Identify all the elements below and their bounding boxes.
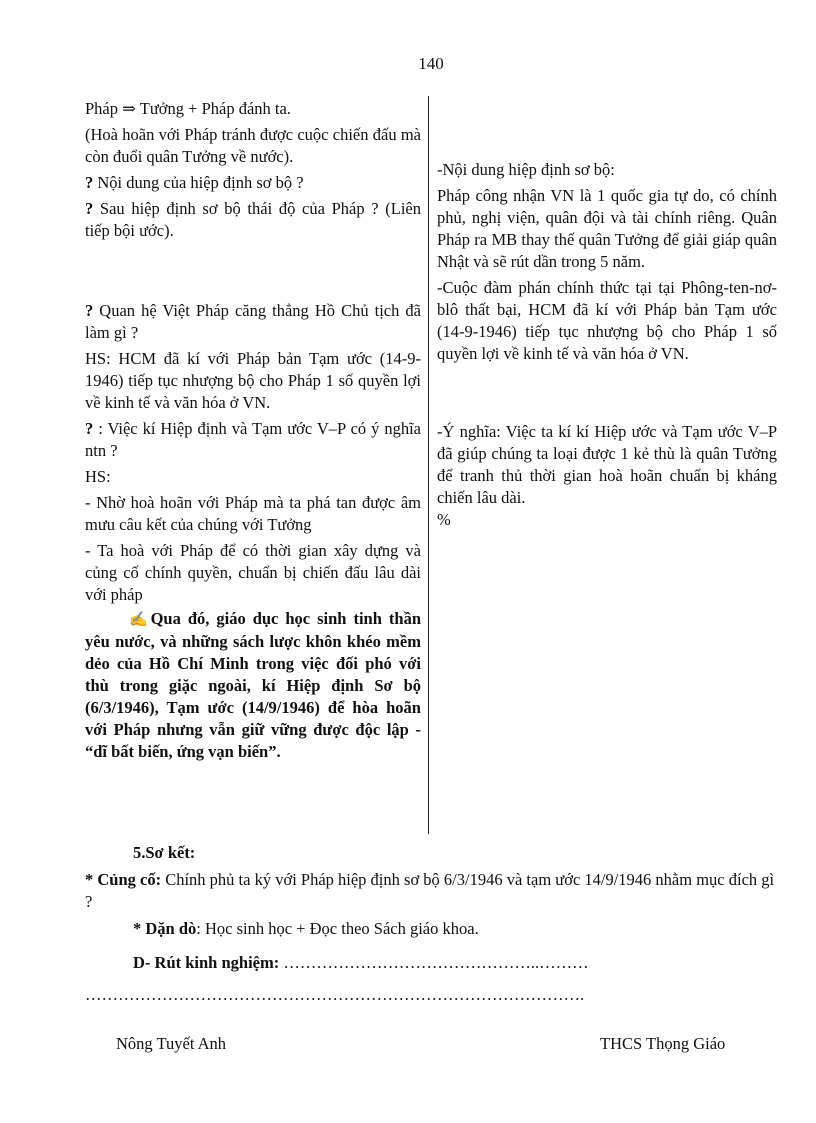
author-name: Nông Tuyết Anh [116, 1034, 227, 1053]
question: ? : Việc kí Hiệp định và Tạm ước V–P có ý nghĩa ntn ? [85, 419, 421, 460]
question-mark: ? [85, 301, 94, 320]
right-text: -Ý nghĩa: Việc ta kí kí Hiệp ước và Tạm ước V–P đã giúp chúng ta loại được 1 kẻ thù là quân Tưởng để tranh thủ thời gian hoà hoãn chuẩn bị kháng chiến lâu dài. [437, 422, 777, 507]
rut-kinh-nghiem [133, 952, 816, 974]
dando-text: : Học sinh học + Đọc theo Sách giáo khoa. [196, 919, 479, 938]
dando-paragraph [133, 918, 816, 940]
right-heading: -Nội dung hiệp định sơ bộ: [437, 160, 615, 179]
cungco-text: Chính phủ ta ký với Pháp hiệp định sơ bộ 6/3/1946 và tạm ước 14/9/1946 nhằm mục đích gì ? [85, 870, 775, 911]
student-answer: HS: HCM đã kí với Pháp bản Tạm ước (14-9-1946) tiếp tục nhượng bộ cho Pháp 1 số quyền lợi về kinh tế và văn hóa ở VN. [85, 349, 421, 412]
rut-dots: ………………………………………..……… [279, 953, 589, 972]
left-text: Pháp ⇒ Tưởng + Pháp đánh ta. [85, 99, 291, 118]
question: ? Quan hệ Việt Pháp căng thẳng Hồ Chủ tịch đã làm gì ? [85, 301, 421, 342]
student-answer-label: HS: [85, 467, 111, 486]
dotted-line: ………………………………………………………………………………. [85, 985, 585, 1004]
rut-label: D- Rút kinh nghiệm: [133, 953, 280, 972]
education-note: ✍Qua đó, giáo dục học sinh tinh thần yêu nước, và những sách lược khôn khéo mềm dẻo của Hồ Chí Minh trong việc đối phó với thù trong giặc ngoài, kí Hiệp định Sơ bộ (6/3/1946), Tạm ước (14/9/1946) để hòa hoãn với Pháp nhưng vẫn giữ vững được độc lập - “dĩ bất biến, ứng vạn biến”. [85, 609, 421, 761]
question-mark: ? [85, 173, 94, 192]
question: ? Nội dung của hiệp định sơ bộ ? [85, 173, 304, 192]
column-divider [428, 96, 429, 834]
answer-point: - Ta hoà với Pháp để có thời gian xây dựng và củng cố chính quyền, chuẩn bị chiến đấu lâu dài với pháp [85, 541, 421, 604]
right-text: Pháp công nhận VN là 1 quốc gia tự do, có chính phủ, nghị viện, quân đội và tài chính riêng. Quân Pháp ra MB thay thế quân Tưởng để giải giáp quân Nhật và sẽ rút dần trong 5 năm. [437, 186, 777, 271]
summary-heading: 5.Sơ kết: [133, 843, 196, 862]
question: ? Sau hiệp định sơ bộ thái độ của Pháp ? (Liên tiếp bội ước). [85, 199, 421, 240]
left-column [85, 98, 421, 763]
right-mark: % [437, 510, 451, 529]
school-name: THCS Thọng Giáo [600, 1034, 726, 1053]
cungco-paragraph [85, 869, 785, 913]
question-mark: ? [85, 199, 94, 218]
left-text: (Hoà hoãn với Pháp tránh được cuộc chiến đấu mà còn đuổi quân Tưởng về nước). [85, 125, 421, 166]
dando-label: * Dặn dò [133, 919, 197, 938]
question-mark: ? [85, 419, 94, 438]
page-number: 140 [418, 54, 444, 73]
cungco-label: * Củng cố: [85, 870, 162, 889]
answer-point: - Nhờ hoà hoãn với Pháp mà ta phá tan được âm mưu câu kết của chúng với Tưởng [85, 493, 421, 534]
right-text: -Cuộc đàm phán chính thức tại tại Phông-ten-nơ-blô thất bại, HCM đã kí với Pháp bản Tạm ước (14-9-1946) tiếp tục nhượng bộ cho Pháp 1 số quyền lợi về kinh tế và văn hóa ở VN. [437, 278, 777, 363]
writing-hand-icon: ✍ [129, 612, 151, 628]
right-column [437, 98, 777, 531]
